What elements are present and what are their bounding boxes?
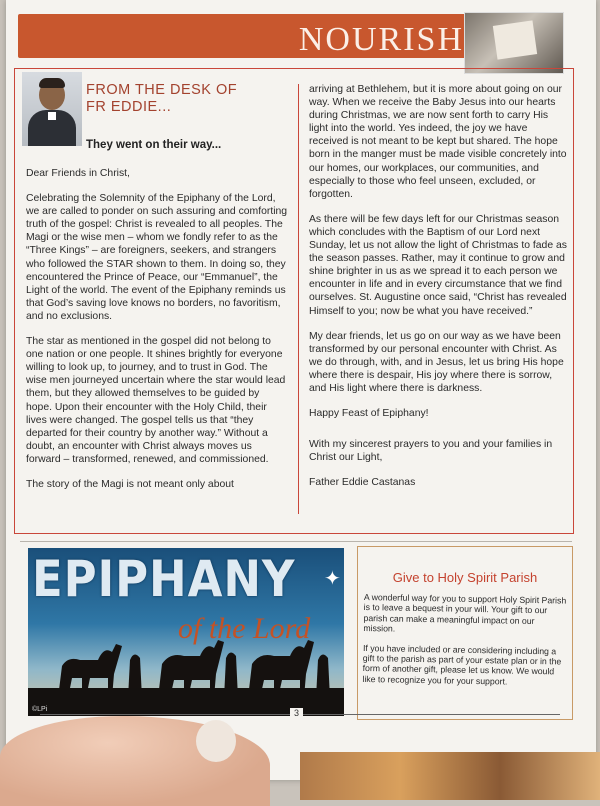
page-number: 3 xyxy=(290,708,303,718)
epiphany-image xyxy=(28,548,344,716)
paragraph: The star as mentioned in the gospel did not belong to one nation or one people. It shines brightly for everyone willing to look up, to journey, and to trust in God. The wise men journeyed uncertain where the star would lead them, but they allowed themselves to be guided by hope. Upon their encounter with the Holy Child, their lives were changed. The gospel tells us that “they departed for their country by another way.” Without a doubt, an encounter with Christ always moves us forward – transformed, renewed, and commissioned. xyxy=(26,336,286,465)
paragraph: A wonderful way for you to support Holy Spirit Parish is to leave a bequest in your will. Your gift to our parish can make a meaningful impact on our mission. xyxy=(363,592,567,634)
giving-text xyxy=(362,592,568,697)
section-divider xyxy=(20,541,572,542)
paragraph: Dear Friends in Christ, xyxy=(26,168,130,179)
paragraph: The story of the Magi is not meant only about xyxy=(26,478,234,490)
star-icon: ✦ xyxy=(324,568,341,590)
column-divider xyxy=(298,84,299,514)
signature: Father Eddie Castanas xyxy=(309,477,416,489)
article-title xyxy=(86,82,296,116)
priest-photo xyxy=(22,72,82,146)
epiphany-title: EPIPHANY xyxy=(32,550,296,608)
paragraph: Celebrating the Solemnity of the Epiphany of the Lord, we are called to ponder on such assuring and comforting truth of the gospel: Christ is revealed to all peoples. The Magi or the wise men – whom we fondly refer to as the “Three Kings” – are foreigners, seekers, and strangers who followed the STAR shown to them. In doing so, they encountered the Prince of Peace, our “Emmanuel”, the Light of the world. The event of the Epiphany reminds us that God’s saving love knows no borders, no favoritism, and no exclusions. xyxy=(26,193,288,322)
paragraph: As there will be few days left for our Christmas season which concludes with the Baptism of our Lord next Sunday, let us not allow the light of Christmas to fade as the season passes. Rather, may it continue to grow and shine brighter in us as we spread it to each person we encounter in life and in every circumstance that we find ourselves. St. Augustine once said, “Christ has revealed Himself to you; now be what you have received.” xyxy=(309,213,567,317)
paragraph: arriving at Bethlehem, but it is more about going on our way. When we receive the Baby Jesus into our hearts during Christmas, we are now sent forth to carry His light into the world. Yes indeed, the joy we have received is not meant to be kept but shared. The hope born in the manger must be made visible concretely into our homes, our workplaces, our communities, and especially to those who feel unseen, excluded, or forgotten. xyxy=(309,84,567,200)
paragraph: Happy Feast of Epiphany! xyxy=(309,408,429,420)
epiphany-subtitle: of the Lord xyxy=(178,612,311,645)
table-background xyxy=(300,752,600,800)
paragraph: My dear friends, let us go on our way as we have been transformed by our personal encounter with Christ. As we do through, with, and in Jesus, let us bring His hope where there is despair, His joy where there is sorrow, and His light where there is darkness. xyxy=(309,330,564,394)
article-subhead: They went on their way... xyxy=(86,139,222,151)
section-banner xyxy=(18,14,488,58)
fingernail xyxy=(196,720,236,762)
article-title-line1: FROM THE DESK OF xyxy=(86,82,238,98)
article-right-column xyxy=(309,83,569,501)
image-copyright: ©LPi xyxy=(32,706,48,713)
paragraph: If you have included or are considering including a gift to the parish as part of your estate plan or in the form of another gift, please let us know. We would like to recognize you for your support. xyxy=(362,642,562,687)
banner-title: NOURISH xyxy=(298,21,464,58)
article-left-column xyxy=(26,167,288,503)
giving-title: Give to Holy Spirit Parish xyxy=(392,570,538,585)
banner-photo xyxy=(464,12,564,74)
article-title-line2: FR EDDIE... xyxy=(86,99,172,115)
paragraph: With my sincerest prayers to you and your families in Christ our Light, xyxy=(309,439,553,464)
